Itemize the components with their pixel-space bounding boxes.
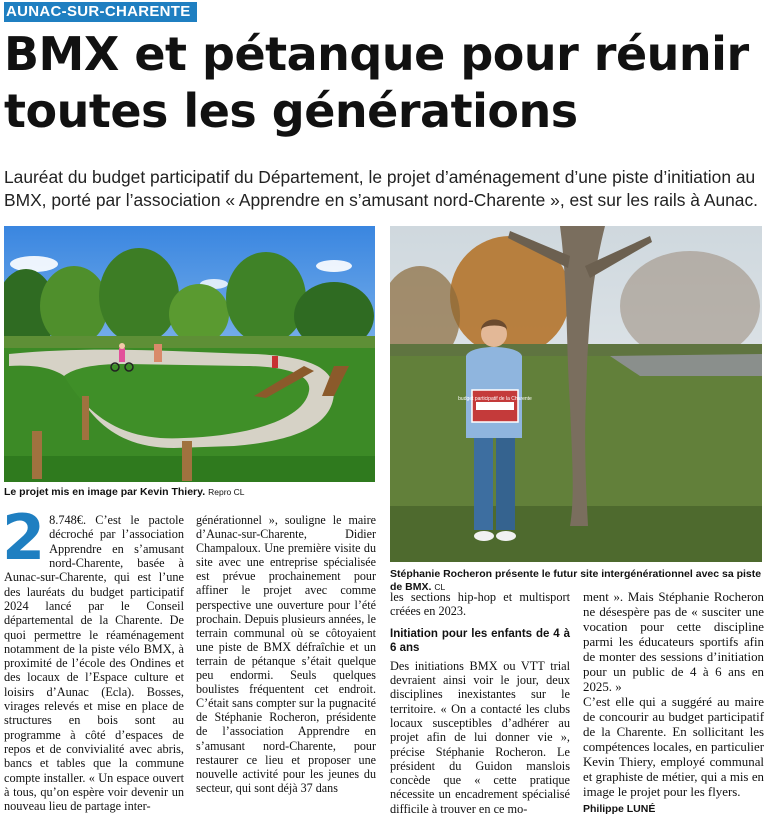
sign-text: budget participatif de la Charente	[458, 396, 532, 402]
bmx-track-rendering-photo	[4, 226, 375, 482]
article-column-1	[2, 501, 184, 814]
photo1-caption-text: Le projet mis en image par Kevin Thiery.	[4, 486, 206, 498]
column2-text: générationnel », souligne le maire d’Aunac-sur-Charente, Didier Champaloux. Une première visite du site avec une entreprise spécialisée est prévue prochainement pour affiner le projet avec comme perspective une ouverture pour l’été prochain. Depuis plusieurs années, le terrain communal où se côtoyaient une piste de BMX défraîchie et un terrain de pétanque s’était quelque peu endormi. Seuls quelques boulistes fréquentent cet endroit. C’était sans compter sur la pugnacité de Stéphanie Rocheron, présidente de l’association Apprendre en s’amusant nord-Charente, pour restaurer ce lieu et proposer une nouvelle activité pour les jeunes du secteur, qui sont déjà 37 dans	[196, 513, 377, 795]
photo1-credit: Repro CL	[208, 487, 245, 497]
column1-text: 8.748€. C’est le pactole décroché par l’association Apprendre en s’amusant nord-Charente, basée à Aunac-sur-Charente, qui est l’une des lauréats du budget participatif 2024 lancé par le Conseil départemental de la Charente. De quoi permettre le réaménagement notamment de la piste vélo BMX, à proximité de l’école des Ondines et des locaux de l’Espace culture et loisirs d’Aunac (Ecla). Bosses, virages relevés et mise en place de structures en bois sont au programme à côté d’espaces de repos et de convivialité avec abris, bancs et tables que la commune compte installer. « Un espace ouvert à tous, qu’on espère voir devenir un nouveau lieu de partage inter-	[4, 513, 184, 814]
column4-text-bottom: C’est elle qui a suggéré au maire de concourir au budget participatif de la Charente. En sollicitant les compétences locales, en particulier Kevin Thiery, employé communal et graphiste de métier, qui a mis en image le projet pour les flyers.	[583, 694, 764, 799]
author-signature: Philippe LUNÉ	[583, 802, 656, 815]
lead-paragraph: Lauréat du budget participatif du Département, le projet d’aménagement d’une piste d’initiation au BMX, porté par l’association « Apprendre en s’amusant nord-Charente », est sur les rails à Aunac.	[4, 167, 758, 210]
headline: BMX et pétanque pour réunir toutes les générations	[4, 27, 749, 138]
photo1-caption	[4, 486, 375, 499]
article-column-3	[390, 590, 570, 816]
column3-text-top: les sections hip-hop et multisport créées en 2023.	[390, 590, 570, 619]
subheading: Initiation pour les enfants de 4 à 6 ans	[390, 627, 570, 654]
column4-text-top: ment ». Mais Stéphanie Rocheron ne désespère pas de « susciter une vocation pour cette discipline parmi les éducateurs sportifs afin de monter des sessions d’initiation pour un public de 4 à 6 ans en 2025. »	[583, 590, 764, 694]
stephanie-rocheron-photo	[390, 226, 762, 562]
article-column-2	[196, 513, 376, 795]
drop-cap: 2	[2, 501, 46, 574]
column3-text-bottom: Des initiations BMX ou VTT trial devraient ainsi voir le jour, deux disciplines inexistantes sur le territoire. « On a contacté les clubs locaux susceptibles d’adhérer au projet afin de lui donner vie », précise Stéphanie Rocheron. Le président du Guidon manslois concède que « cette pratique nécessite un encadrement spécialisé difficile à trouver en ce mo-	[390, 658, 570, 816]
article-column-4	[583, 590, 764, 817]
photo2-credit: CL	[434, 582, 446, 592]
section-kicker: AUNAC-SUR-CHARENTE	[4, 2, 197, 22]
photo2-caption-text: Stéphanie Rocheron présente le futur site intergénérationnel avec sa piste de BMX.	[390, 568, 762, 593]
